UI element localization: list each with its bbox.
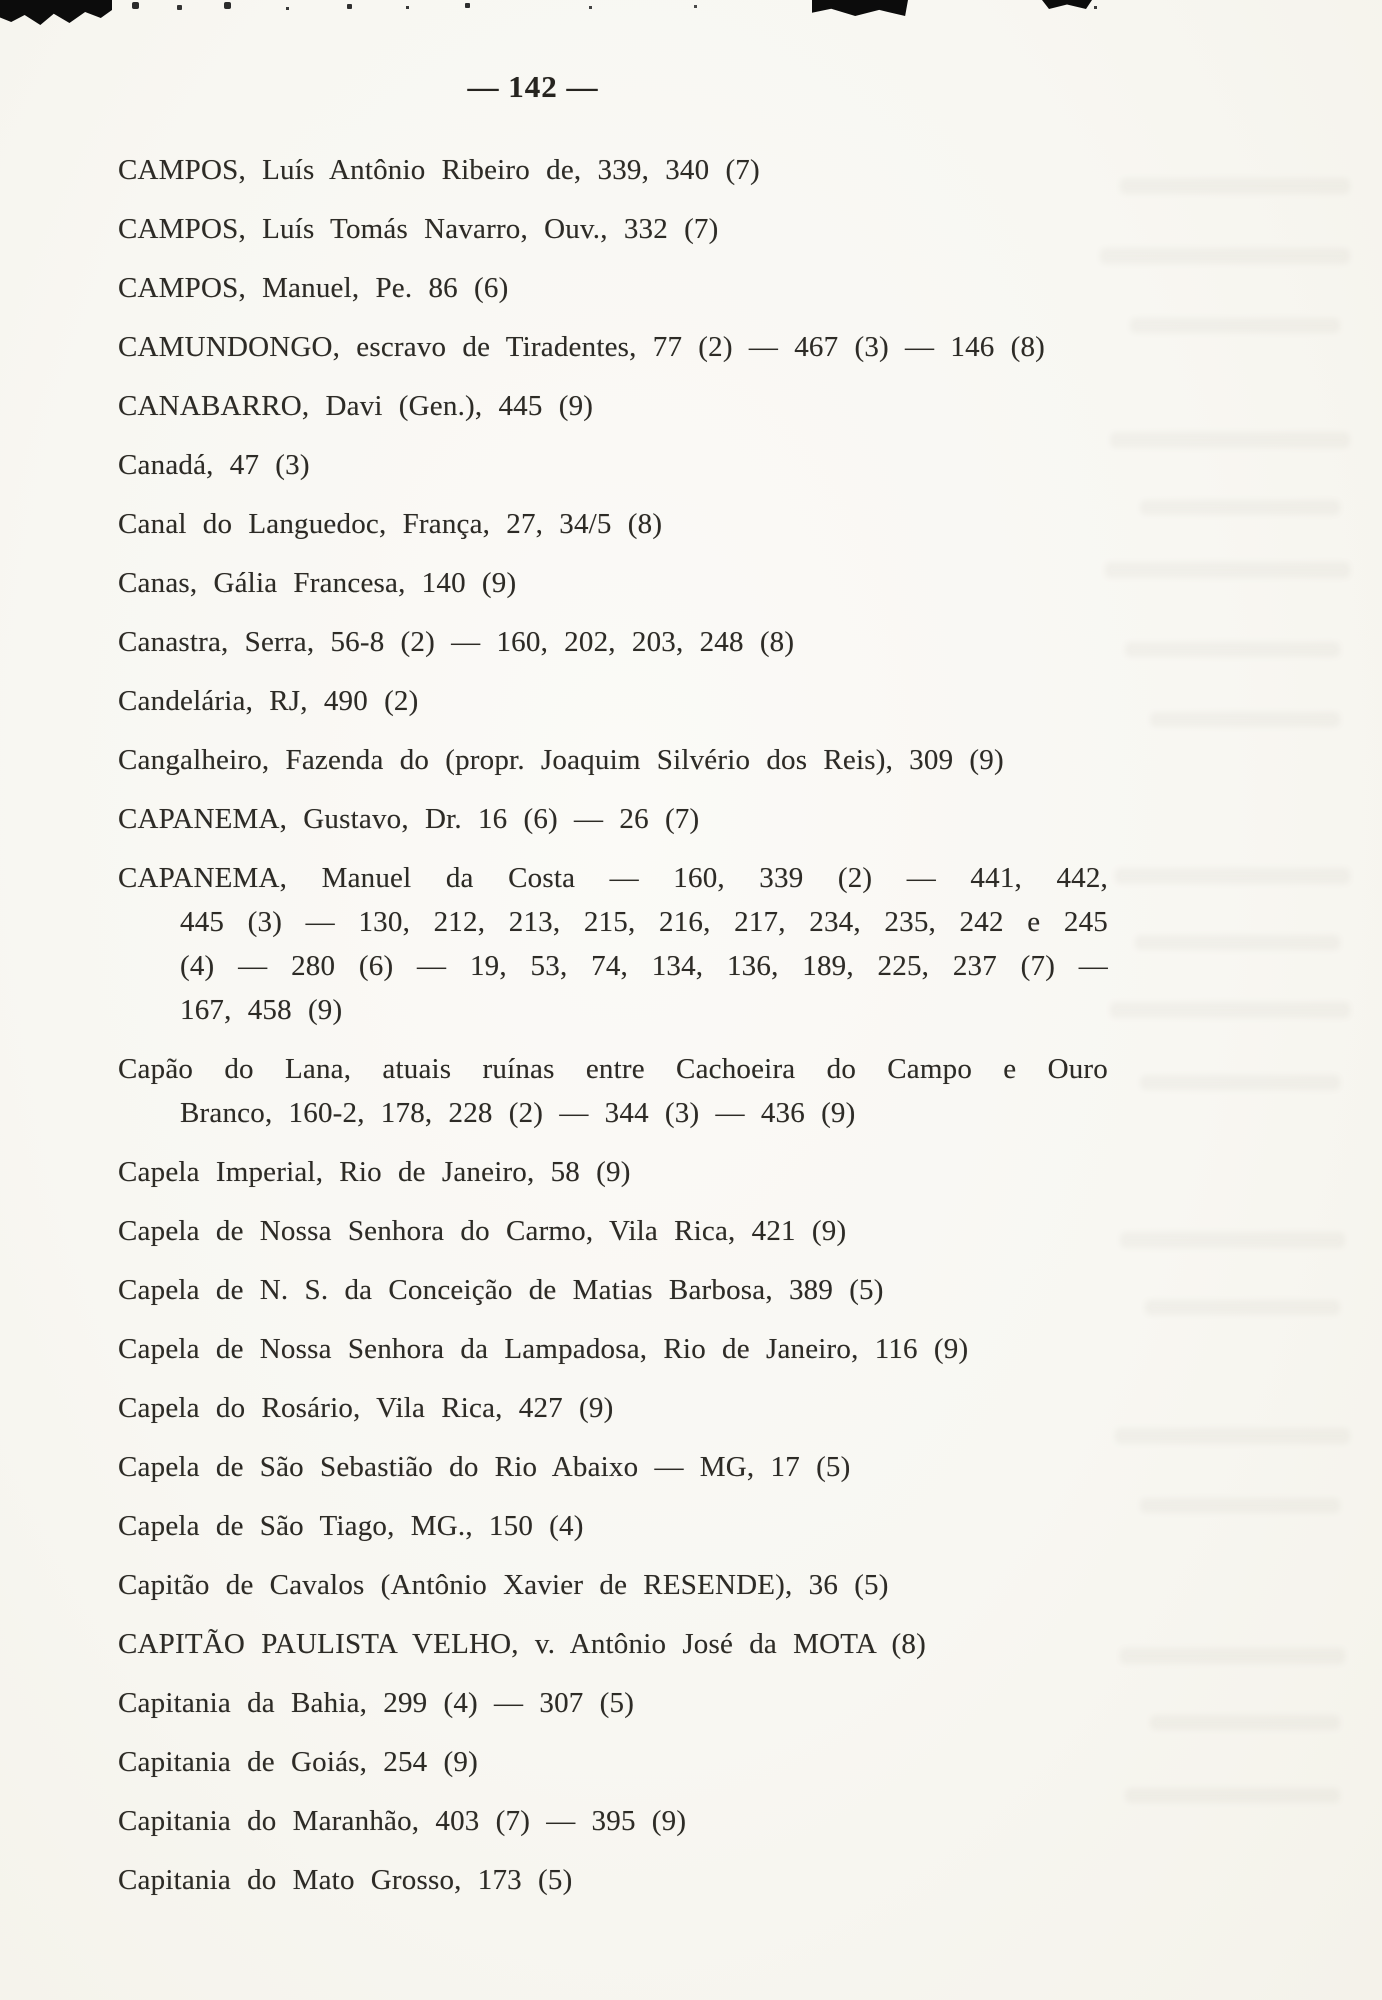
bleed-through-smudge xyxy=(1150,1715,1340,1730)
index-entry-line: Capela de N. S. da Conceição de Matias Barbosa, 389 (5) xyxy=(118,1274,884,1306)
index-entry xyxy=(118,1445,1108,1489)
index-entry-line: CANABARRO, Davi (Gen.), 445 (9) xyxy=(118,390,594,422)
index-entry-line: CAMUNDONGO, escravo de Tiradentes, 77 (2) — 467 (3) — 146 (8) xyxy=(118,331,1046,363)
index-entry xyxy=(118,148,1108,192)
index-entry xyxy=(118,1047,1108,1135)
index-entry-line: Capela de Nossa Senhora do Carmo, Vila Rica, 421 (9) xyxy=(118,1215,847,1247)
index-entry-line: Capitania do Mato Grosso, 173 (5) xyxy=(118,1864,573,1896)
index-entry xyxy=(118,266,1108,310)
index-entry-line: Capitania da Bahia, 299 (4) — 307 (5) xyxy=(118,1687,635,1719)
bleed-through-smudge xyxy=(1100,248,1350,264)
index-entry-line: Capitania do Maranhão, 403 (7) — 395 (9) xyxy=(118,1805,687,1837)
bleed-through-smudge xyxy=(1120,1232,1345,1248)
index-entry xyxy=(118,1268,1108,1312)
index-entry-line: CAPANEMA, Manuel da Costa — 160, 339 (2) — 441, 442, xyxy=(118,862,1108,894)
index-entry-line: Candelária, RJ, 490 (2) xyxy=(118,685,419,717)
index-entry-line: CAMPOS, Luís Tomás Navarro, Ouv., 332 (7) xyxy=(118,213,719,245)
bleed-through-smudge xyxy=(1120,1648,1345,1664)
index-entry-line: Capão do Lana, atuais ruínas entre Cachoeira do Campo e Ouro xyxy=(118,1053,1108,1085)
index-entry-line: CAPITÃO PAULISTA VELHO, v. Antônio José da MOTA (8) xyxy=(118,1628,926,1660)
scan-speck-artifacts xyxy=(132,2,139,9)
index-entry xyxy=(118,1209,1108,1253)
index-entry xyxy=(118,561,1108,605)
index-entry xyxy=(118,1327,1108,1371)
index-entry xyxy=(118,502,1108,546)
index-entry xyxy=(118,325,1108,369)
bleed-through-smudge xyxy=(1115,1428,1350,1444)
index-entry xyxy=(118,1386,1108,1430)
index-entry-line: CAPANEMA, Gustavo, Dr. 16 (6) — 26 (7) xyxy=(118,803,700,835)
scan-edge-artifact xyxy=(0,0,112,25)
bleed-through-smudge xyxy=(1125,1788,1340,1803)
index-entry-line: Capela do Rosário, Vila Rica, 427 (9) xyxy=(118,1392,614,1424)
index-entry xyxy=(118,679,1108,723)
index-entry-line: 167, 458 (9) xyxy=(180,994,343,1026)
index-entry xyxy=(118,1150,1108,1194)
index-entry xyxy=(118,856,1108,1032)
bleed-through-smudge xyxy=(1130,318,1340,333)
index-entry-list xyxy=(118,148,1108,1917)
index-entry xyxy=(118,738,1108,782)
index-entry-line: Capela Imperial, Rio de Janeiro, 58 (9) xyxy=(118,1156,631,1188)
bleed-through-smudge xyxy=(1125,642,1340,657)
index-entry xyxy=(118,443,1108,487)
bleed-through-smudge xyxy=(1140,1498,1340,1513)
index-entry xyxy=(118,797,1108,841)
index-entry-line: 445 (3) — 130, 212, 213, 215, 216, 217, 234, 235, 242 e 245 xyxy=(180,906,1108,938)
index-entry xyxy=(118,1740,1108,1784)
index-entry-line: CAMPOS, Luís Antônio Ribeiro de, 339, 340 (7) xyxy=(118,154,760,186)
index-entry-line: Canastra, Serra, 56-8 (2) — 160, 202, 203, 248 (8) xyxy=(118,626,795,658)
scan-edge-artifact xyxy=(1042,0,1092,9)
index-entry-line: CAMPOS, Manuel, Pe. 86 (6) xyxy=(118,272,509,304)
index-entry xyxy=(118,1799,1108,1843)
index-entry xyxy=(118,384,1108,428)
scan-edge-artifact xyxy=(812,0,908,16)
bleed-through-smudge xyxy=(1150,712,1340,727)
index-entry xyxy=(118,1858,1108,1902)
index-entry xyxy=(118,1622,1108,1666)
index-entry-line: Canal do Languedoc, França, 27, 34/5 (8) xyxy=(118,508,663,540)
bleed-through-smudge xyxy=(1110,1002,1350,1018)
index-entry-line: Cangalheiro, Fazenda do (propr. Joaquim Silvério dos Reis), 309 (9) xyxy=(118,744,1004,776)
index-entry xyxy=(118,620,1108,664)
bleed-through-smudge xyxy=(1110,432,1350,448)
index-entry-line: (4) — 280 (6) — 19, 53, 74, 134, 136, 189, 225, 237 (7) — xyxy=(180,950,1108,982)
index-entry xyxy=(118,207,1108,251)
index-entry-line: Canas, Gália Francesa, 140 (9) xyxy=(118,567,517,599)
bleed-through-smudge xyxy=(1145,1300,1340,1315)
index-entry-line: Capela de São Tiago, MG., 150 (4) xyxy=(118,1510,584,1542)
page-number: — 142 — xyxy=(467,69,599,104)
bleed-through-smudge xyxy=(1105,562,1350,578)
index-entry xyxy=(118,1681,1108,1725)
bleed-through-smudge xyxy=(1140,1075,1340,1090)
index-entry-line: Capela de São Sebastião do Rio Abaixo — MG, 17 (5) xyxy=(118,1451,851,1483)
index-entry-line: Capitania de Goiás, 254 (9) xyxy=(118,1746,478,1778)
index-entry-line: Canadá, 47 (3) xyxy=(118,449,310,481)
bleed-through-smudge xyxy=(1135,935,1340,950)
index-entry-line: Branco, 160-2, 178, 228 (2) — 344 (3) — 436 (9) xyxy=(180,1097,856,1129)
index-entry-line: Capela de Nossa Senhora da Lampadosa, Rio de Janeiro, 116 (9) xyxy=(118,1333,969,1365)
bleed-through-smudge xyxy=(1115,868,1350,884)
bleed-through-smudge xyxy=(1140,500,1340,515)
bleed-through-smudge xyxy=(1120,178,1350,194)
index-entry xyxy=(118,1563,1108,1607)
index-entry xyxy=(118,1504,1108,1548)
index-entry-line: Capitão de Cavalos (Antônio Xavier de RESENDE), 36 (5) xyxy=(118,1569,889,1601)
